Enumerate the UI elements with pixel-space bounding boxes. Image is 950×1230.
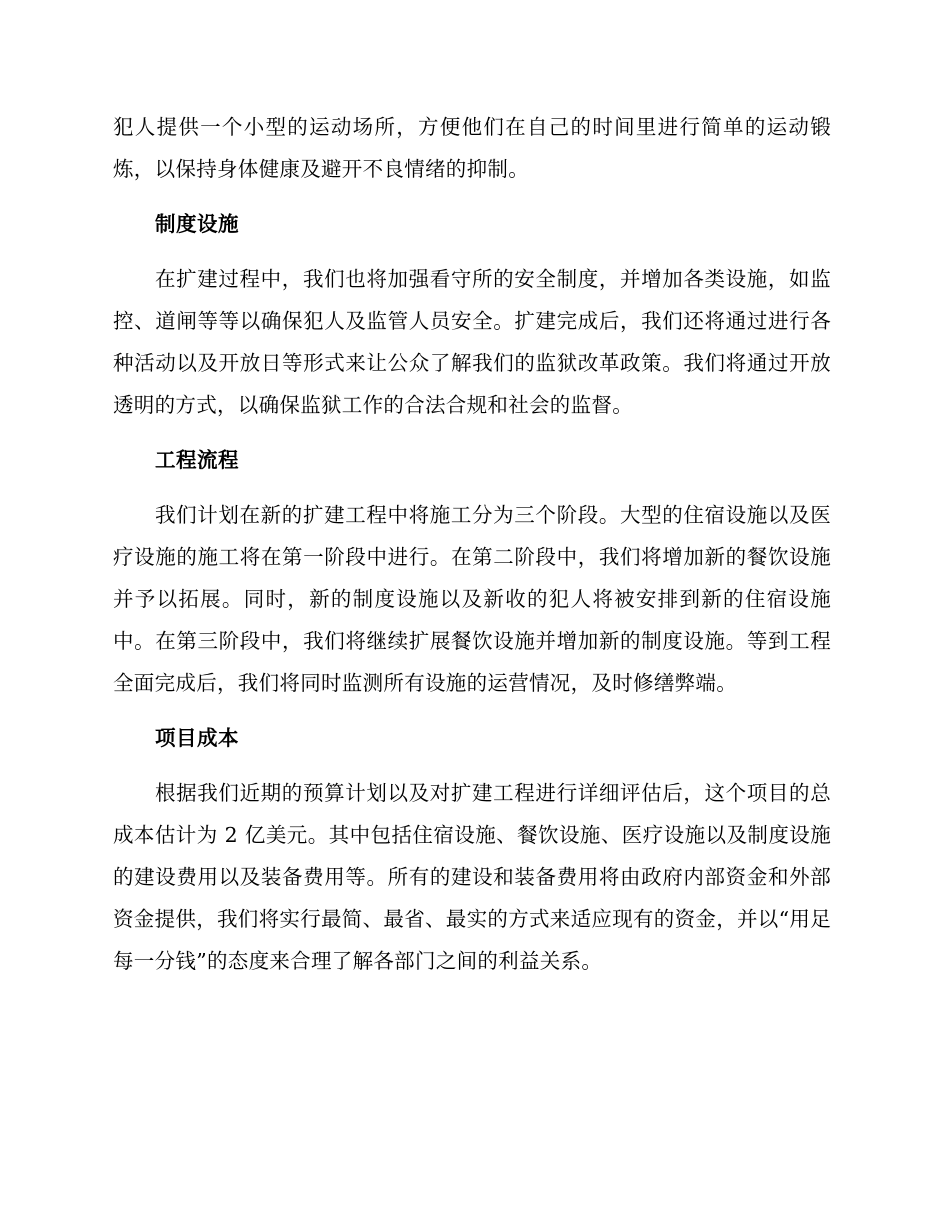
section-body-engineering-process: 我们计划在新的扩建工程中将施工分为三个阶段。大型的住宿设施以及医疗设施的施工将在第一阶段中进行。在第二阶段中，我们将增加新的餐饮设施并予以拓展。同时，新的制度设施以及新收的犯人将被安排到新的住宿设施中。在第三阶段中，我们将继续扩展餐饮设施并增加新的制度设施。等到工程全面完成后，我们将同时监测所有设施的运营情况，及时修缮弊端。	[113, 503, 831, 695]
section-heading-project-cost: 项目成本	[155, 726, 239, 750]
document-page	[113, 106, 831, 982]
section-body-project-cost: 根据我们近期的预算计划以及对扩建工程进行详细评估后，这个项目的总成本估计为 2 亿美元。其中包括住宿设施、餐饮设施、医疗设施以及制度设施的建设费用以及装备费用等。所有的建设和装备费用将由政府内部资金和外部资金提供，我们将实行最简、最省、最实的方式来适应现有的资金，并以“用足每一分钱”的态度来合理了解各部门之间的利益关系。	[113, 781, 831, 973]
section-heading-system-facilities: 制度设施	[155, 212, 239, 236]
intro-paragraph: 犯人提供一个小型的运动场所，方便他们在自己的时间里进行简单的运动锻炼，以保持身体健康及避开不良情绪的抑制。	[113, 115, 831, 181]
section-heading-engineering-process: 工程流程	[155, 448, 239, 472]
section-body-system-facilities: 在扩建过程中，我们也将加强看守所的安全制度，并增加各类设施，如监控、道闸等等以确保犯人及监管人员安全。扩建完成后，我们还将通过进行各种活动以及开放日等形式来让公众了解我们的监狱改革政策。我们将通过开放透明的方式，以确保监狱工作的合法合规和社会的监督。	[113, 267, 831, 417]
